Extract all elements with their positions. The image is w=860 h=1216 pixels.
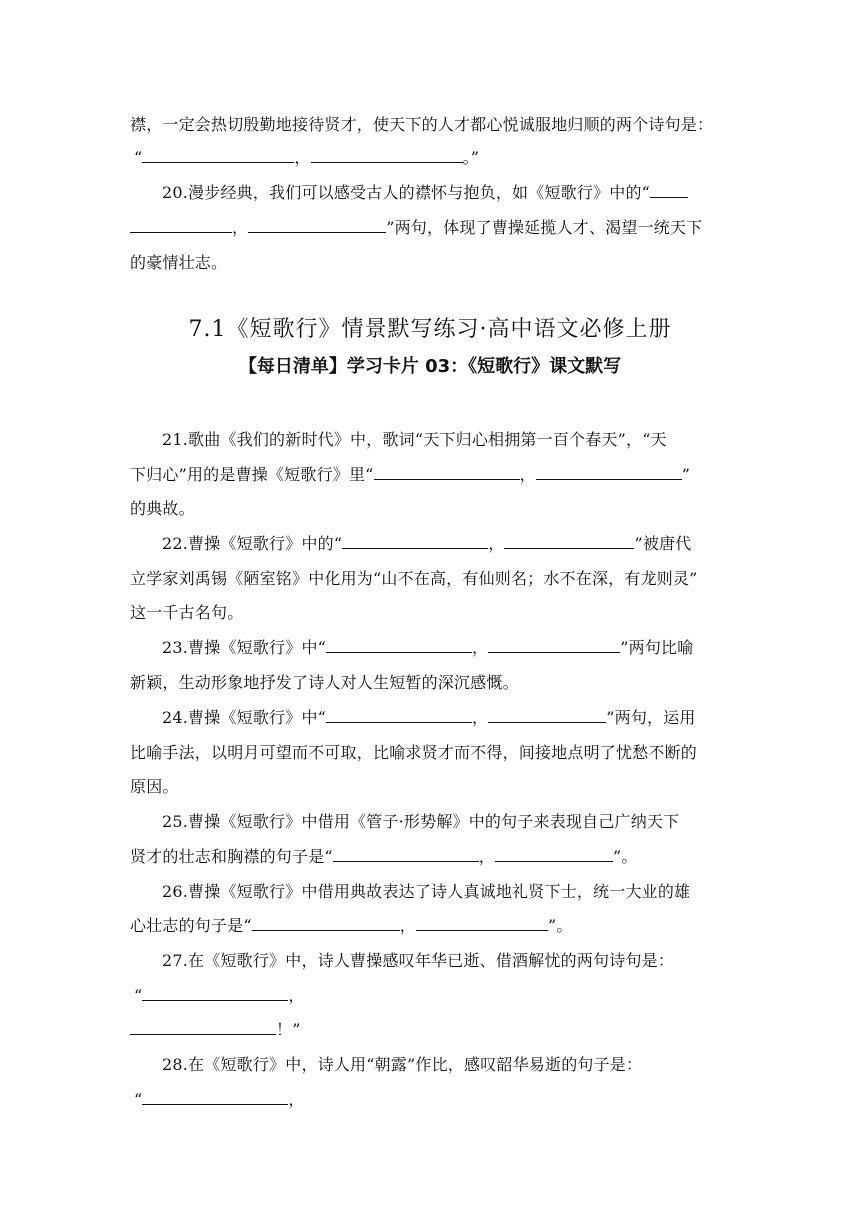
- answer-blank[interactable]: [488, 638, 620, 653]
- q27-line-2: “ ，: [134, 986, 305, 1005]
- q27-line-3: ！”: [130, 1020, 730, 1040]
- q25-line-1: 25.曹操《短歌行》中借用《管子·形势解》中的句子来表现自己广纳天下: [162, 812, 680, 831]
- q20-line-3: 的豪情壮志。: [130, 253, 228, 272]
- answer-blank[interactable]: [142, 1090, 288, 1105]
- q22-line-3: 这一千古名句。: [130, 603, 244, 622]
- q24-line-3: 原因。: [130, 777, 179, 796]
- q28-line-1: 28.在《短歌行》中，诗人用“朝露”作比，感叹韶华易逝的句子是：: [162, 1055, 643, 1074]
- q23-line-1: 23.曹操《短歌行》中“ ， ”两句比喻: [162, 638, 694, 657]
- answer-blank[interactable]: [504, 534, 634, 549]
- answer-blank[interactable]: [536, 465, 682, 480]
- answer-blank[interactable]: [374, 465, 520, 480]
- answer-blank[interactable]: [416, 916, 548, 931]
- q24-line-1: 24.曹操《短歌行》中“ ， ”两句，运用: [162, 708, 696, 727]
- q22-line-2: 立学家刘禹锡《陋室铭》中化用为“山不在高，有仙则名；水不在深，有龙则灵”: [130, 569, 698, 588]
- q28-line-2: “ ，: [134, 1090, 305, 1109]
- q21-line-1: 21.歌曲《我们的新时代》中，歌词“天下归心相拥第一百个春天”，“天: [162, 430, 667, 449]
- answer-blank[interactable]: [142, 148, 294, 163]
- answer-blank[interactable]: [252, 916, 400, 931]
- q26-line-1: 26.曹操《短歌行》中借用典故表达了诗人真诚地礼贤下士，统一大业的雄: [162, 882, 691, 901]
- q27-line-1: 27.在《短歌行》中，诗人曹操感叹年华已逝、借酒解忧的两句诗句是：: [162, 951, 675, 970]
- page-subtitle: 【每日清单】学习卡片 03：《短歌行》课文默写: [238, 356, 622, 377]
- answer-blank[interactable]: [130, 218, 232, 233]
- answer-blank[interactable]: [142, 986, 288, 1001]
- q19-answer-line: “ ， 。”: [134, 148, 480, 167]
- q25-line-2: 贤才的壮志和胸襟的句子是“ ， ”。: [130, 847, 638, 866]
- answer-blank[interactable]: [488, 708, 606, 723]
- q20-line-1: 20.漫步经典，我们可以感受古人的襟怀与抱负，如《短歌行》中的“: [162, 183, 762, 203]
- answer-blank[interactable]: [495, 847, 613, 862]
- q24-line-2: 比喻手法，以明月可望而不可取，比喻求贤才而不得，间接地点明了忧愁不断的: [130, 743, 698, 762]
- answer-blank[interactable]: [248, 218, 386, 233]
- answer-blank[interactable]: [650, 183, 688, 198]
- q19-text-line: 襟，一定会热切殷勤地接待贤才，使天下的人才都心悦诚服地归顺的两个诗句是：: [130, 115, 714, 134]
- answer-blank[interactable]: [333, 847, 479, 862]
- q26-line-2: 心壮志的句子是“ ， ”。: [130, 916, 573, 935]
- q22-line-1: 22.曹操《短歌行》中的“ ， ”被唐代: [162, 534, 692, 553]
- answer-blank[interactable]: [342, 534, 488, 549]
- answer-blank[interactable]: [311, 148, 463, 163]
- answer-blank[interactable]: [130, 1020, 276, 1035]
- answer-blank[interactable]: [326, 638, 472, 653]
- q21-line-2: 下归心”用的是曹操《短歌行》里“ ， ”: [130, 465, 691, 484]
- answer-blank[interactable]: [326, 708, 472, 723]
- q21-line-3: 的典故。: [130, 499, 195, 518]
- q23-line-2: 新颖，生动形象地抒发了诗人对人生短暂的深沉感慨。: [130, 673, 519, 692]
- page-title: 7.1《短歌行》情景默写练习·高中语文必修上册: [188, 317, 672, 342]
- q20-line-2: ， ”两句，体现了曹操延揽人才、渴望一统天下: [130, 218, 730, 238]
